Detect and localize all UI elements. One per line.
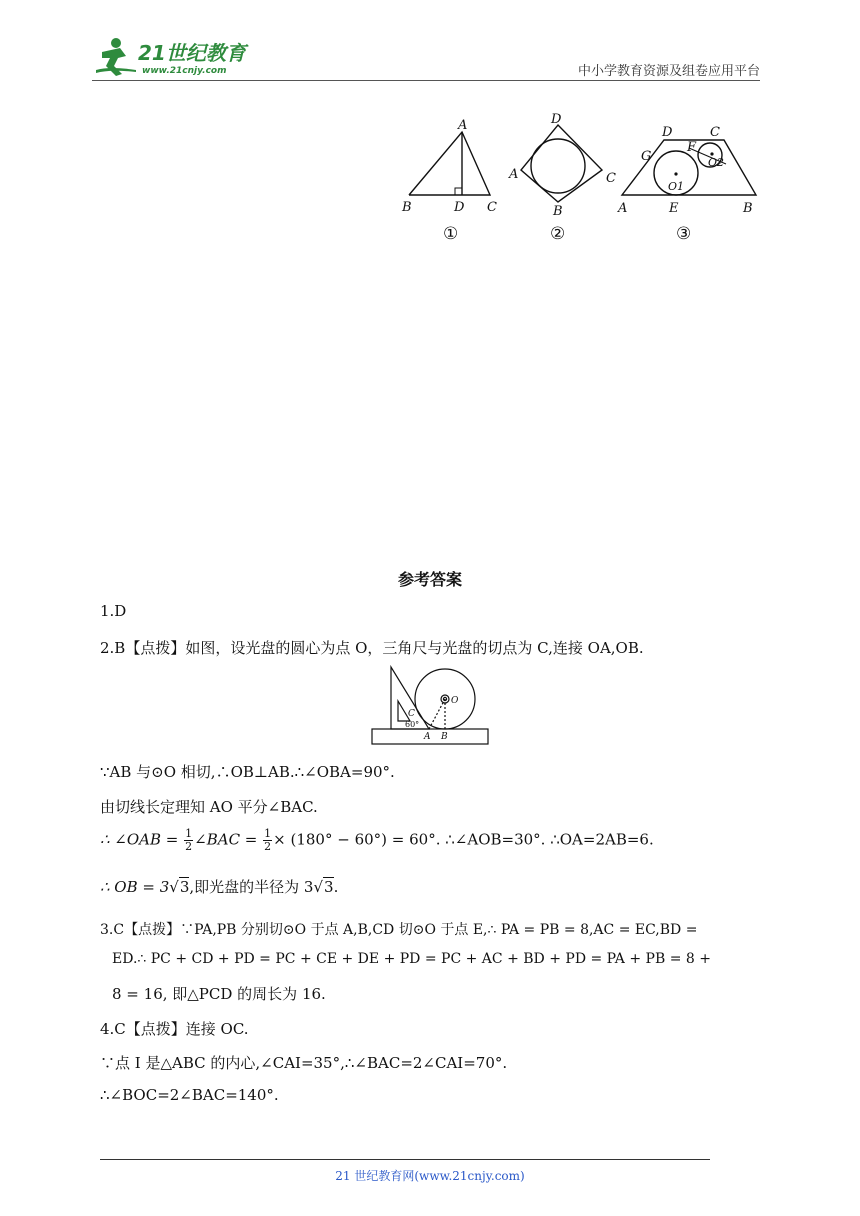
fig1-label-d: D bbox=[454, 200, 465, 215]
answers-title: 参考答案 bbox=[397, 570, 462, 589]
eq-bac: ∠BAC = bbox=[194, 830, 263, 849]
logo-text: 21世纪教育 bbox=[138, 41, 246, 65]
fig1-caption: ① bbox=[443, 224, 459, 244]
answer-2-line-3: 由切线长定理知 AO 平分∠BAC. bbox=[100, 798, 318, 816]
cd-set-square-figure bbox=[370, 663, 490, 747]
fig3-label-f: F bbox=[687, 140, 697, 155]
cd-label-o: O bbox=[451, 696, 459, 706]
figure-1-triangle bbox=[409, 132, 490, 195]
logo-url: www.21cnjy.com bbox=[142, 66, 227, 76]
geometry-figures bbox=[396, 108, 772, 244]
answer-2-line-1: 2.B【点拨】如图，设光盘的圆心为点 O，三角尺与光盘的切点为 C,连接 OA,OB. bbox=[100, 639, 644, 657]
fraction-half-1: $\frac{1}{2}$ bbox=[185, 827, 193, 853]
header-platform-text: 中小学教育资源及组卷应用平台 bbox=[577, 64, 760, 79]
figure-2-kite-with-circle bbox=[521, 125, 602, 202]
fig2-label-d: D bbox=[551, 112, 562, 127]
eq-oab: ∴ ∠OAB = bbox=[100, 830, 184, 849]
fig3-label-a: A bbox=[618, 201, 628, 216]
fig2-label-b: B bbox=[553, 204, 563, 219]
fig2-label-a: A bbox=[509, 167, 519, 182]
answer-2-line-2: ∵AB 与⊙O 相切,∴OB⊥AB.∴∠OBA=90°. bbox=[100, 763, 395, 781]
header-divider bbox=[92, 80, 760, 81]
fig3-label-e: E bbox=[669, 201, 679, 216]
fig3-label-c: C bbox=[710, 125, 720, 140]
radius-text: ,即光盘的半径为 3 bbox=[189, 878, 314, 896]
answer-4-line-2: ∵点 I 是△ABC 的内心,∠CAI=35°,∴∠BAC=2∠CAI=70°. bbox=[100, 1054, 508, 1072]
answer-1: 1.D bbox=[100, 602, 127, 620]
cd-label-angle: 60° bbox=[405, 720, 420, 729]
cd-label-c: C bbox=[408, 709, 415, 719]
fig1-label-b: B bbox=[402, 200, 412, 215]
fig2-caption: ② bbox=[550, 224, 566, 244]
footer-link[interactable]: 21 世纪教育网(www.21cnjy.com) bbox=[335, 1169, 525, 1183]
fig3-caption: ③ bbox=[676, 224, 692, 244]
answer-4-line-3: ∴∠BOC=2∠BAC=140°. bbox=[100, 1086, 279, 1104]
answer-2-line-5: ∴ OB = 3√3,即光盘的半径为 3√3. bbox=[100, 878, 339, 896]
fig1-label-a: A bbox=[458, 118, 468, 133]
answer-3-line-3: 8 = 16, 即△PCD 的周长为 16. bbox=[112, 985, 326, 1003]
answer-2-line-4 bbox=[100, 828, 654, 853]
fig1-label-c: C bbox=[487, 200, 497, 215]
sqrt-radicand-2: 3 bbox=[324, 878, 334, 896]
footer-divider bbox=[100, 1159, 710, 1160]
answer-4-line-1: 4.C【点拨】连接 OC. bbox=[100, 1020, 249, 1038]
fig3-label-d: D bbox=[662, 125, 673, 140]
fig3-label-g: G bbox=[641, 149, 652, 164]
answer-3-line-1: 3.C【点拨】∵PA,PB 分别切⊙O 于点 A,B,CD 切⊙O 于点 E,∴ PA = PB = 8,AC = EC,BD = bbox=[100, 922, 698, 938]
answer-3-line-2: ED.∴ PC + CD + PD = PC + CE + DE + PD = PC + AC + BD + PD = PA + PB = 8 + bbox=[112, 951, 711, 967]
fraction-half-2: $\frac{1}{2}$ bbox=[264, 827, 272, 853]
fig3-label-o1: O1 bbox=[668, 180, 685, 193]
eq-result: × (180° − 60°) = 60°. ∴∠AOB=30°. ∴OA=2AB=6. bbox=[273, 830, 654, 849]
fig3-label-o2: O2 bbox=[708, 156, 725, 169]
site-logo bbox=[92, 36, 262, 78]
sqrt-radicand-1: 3 bbox=[179, 878, 190, 896]
fig2-label-c: C bbox=[606, 171, 616, 186]
fig3-label-b: B bbox=[743, 201, 753, 216]
cd-label-b: B bbox=[441, 732, 448, 742]
o1-center-dot bbox=[674, 172, 677, 175]
cd-label-a: A bbox=[424, 732, 431, 742]
eq-ob: ∴ OB = 3 bbox=[100, 878, 170, 896]
runner-icon bbox=[96, 38, 136, 76]
